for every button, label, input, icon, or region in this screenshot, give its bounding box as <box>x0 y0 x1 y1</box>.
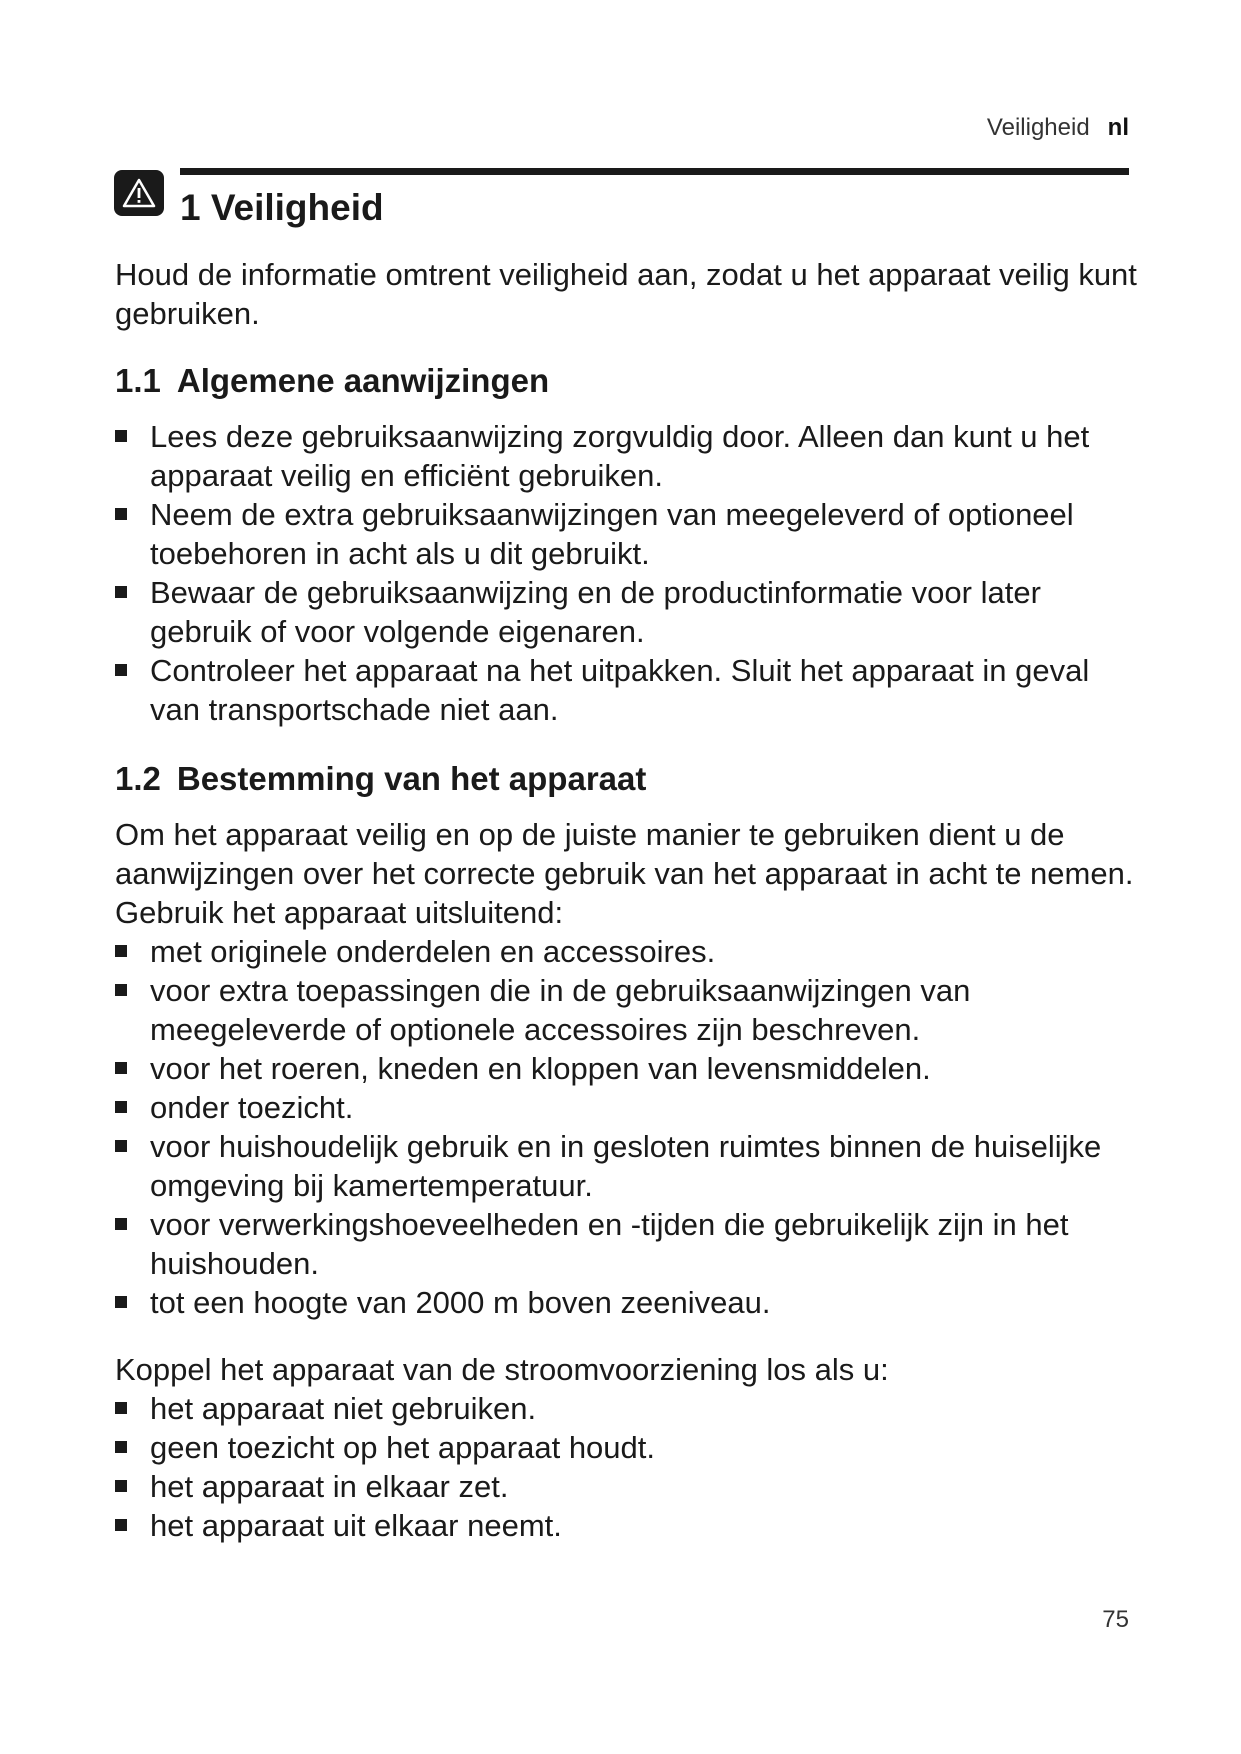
bullet-icon <box>115 664 127 676</box>
section-number: 1.1 <box>115 362 161 399</box>
list-item: tot een hoogte van 2000 m boven zeeniveau. <box>115 1283 1141 1322</box>
section-heading-1-1 <box>115 361 1141 401</box>
chapter-title-text: Veiligheid <box>210 187 384 228</box>
running-header-lang: nl <box>1107 114 1129 141</box>
section-number: 1.2 <box>115 760 161 797</box>
bullet-icon <box>115 1441 127 1453</box>
disconnect-list <box>115 1389 1141 1545</box>
chapter-rule <box>180 168 1129 175</box>
intended-use-paragraph: Om het apparaat veilig en op de juiste manier te gebruiken dient u de aanwijzingen over het correcte gebruik van het apparaat in acht te nemen. <box>115 817 1134 891</box>
list-item: Lees deze gebruiksaanwijzing zorgvuldig door. Alleen dan kunt u het apparaat veilig en efficiënt gebruiken. <box>115 417 1141 495</box>
section-title: Bestemming van het apparaat <box>176 760 647 797</box>
bullet-icon <box>115 1480 127 1492</box>
chapter-number: 1 <box>180 187 201 228</box>
bullet-icon <box>115 984 127 996</box>
general-instructions-list <box>115 417 1141 729</box>
list-item: voor extra toepassingen die in de gebruiksaanwijzingen van meegeleverde of optionele accessoires zijn beschreven. <box>115 971 1141 1049</box>
bullet-icon <box>115 1062 127 1074</box>
list-item: voor verwerkingshoeveelheden en -tijden die gebruikelijk zijn in het huishouden. <box>115 1205 1141 1283</box>
list-item: Controleer het apparaat na het uitpakken. Sluit het apparaat in geval van transportschade niet aan. <box>115 651 1141 729</box>
bullet-icon <box>115 430 127 442</box>
running-header <box>987 114 1129 142</box>
disconnect-paragraph: Koppel het apparaat van de stroomvoorziening los als u: <box>115 1352 889 1387</box>
list-item: Neem de extra gebruiksaanwijzingen van meegeleverd of optioneel toebehoren in acht als u dit gebruikt. <box>115 495 1141 573</box>
bullet-icon <box>115 945 127 957</box>
list-item: Bewaar de gebruiksaanwijzing en de productinformatie voor later gebruik of voor volgende eigenaren. <box>115 573 1141 651</box>
bullet-icon <box>115 1140 127 1152</box>
bullet-icon <box>115 1402 127 1414</box>
list-item: geen toezicht op het apparaat houdt. <box>115 1428 1141 1467</box>
bullet-icon <box>115 586 127 598</box>
use-only-paragraph: Gebruik het apparaat uitsluitend: <box>115 895 564 930</box>
list-item: met originele onderdelen en accessoires. <box>115 932 1141 971</box>
section-heading-1-2 <box>115 759 1141 799</box>
bullet-icon <box>115 1519 127 1531</box>
bullet-icon <box>115 508 127 520</box>
page-number: 75 <box>1102 1606 1129 1633</box>
list-item: het apparaat in elkaar zet. <box>115 1467 1141 1506</box>
list-item: voor huishoudelijk gebruik en in gesloten ruimtes binnen de huiselijke omgeving bij kamertemperatuur. <box>115 1127 1141 1205</box>
intro-paragraph: Houd de informatie omtrent veiligheid aan, zodat u het apparaat veilig kunt gebruiken. <box>115 257 1137 331</box>
list-item: onder toezicht. <box>115 1088 1141 1127</box>
list-item: het apparaat niet gebruiken. <box>115 1389 1141 1428</box>
bullet-icon <box>115 1218 127 1230</box>
running-header-section: Veiligheid <box>986 114 1090 141</box>
bullet-icon <box>115 1101 127 1113</box>
warning-icon <box>114 170 164 216</box>
intended-use-list <box>115 932 1141 1322</box>
page-content <box>115 255 1141 1545</box>
section-title: Algemene aanwijzingen <box>176 362 550 399</box>
bullet-icon <box>115 1296 127 1308</box>
list-item: het apparaat uit elkaar neemt. <box>115 1506 1141 1545</box>
list-item: voor het roeren, kneden en kloppen van levensmiddelen. <box>115 1049 1141 1088</box>
chapter-title <box>180 186 384 230</box>
